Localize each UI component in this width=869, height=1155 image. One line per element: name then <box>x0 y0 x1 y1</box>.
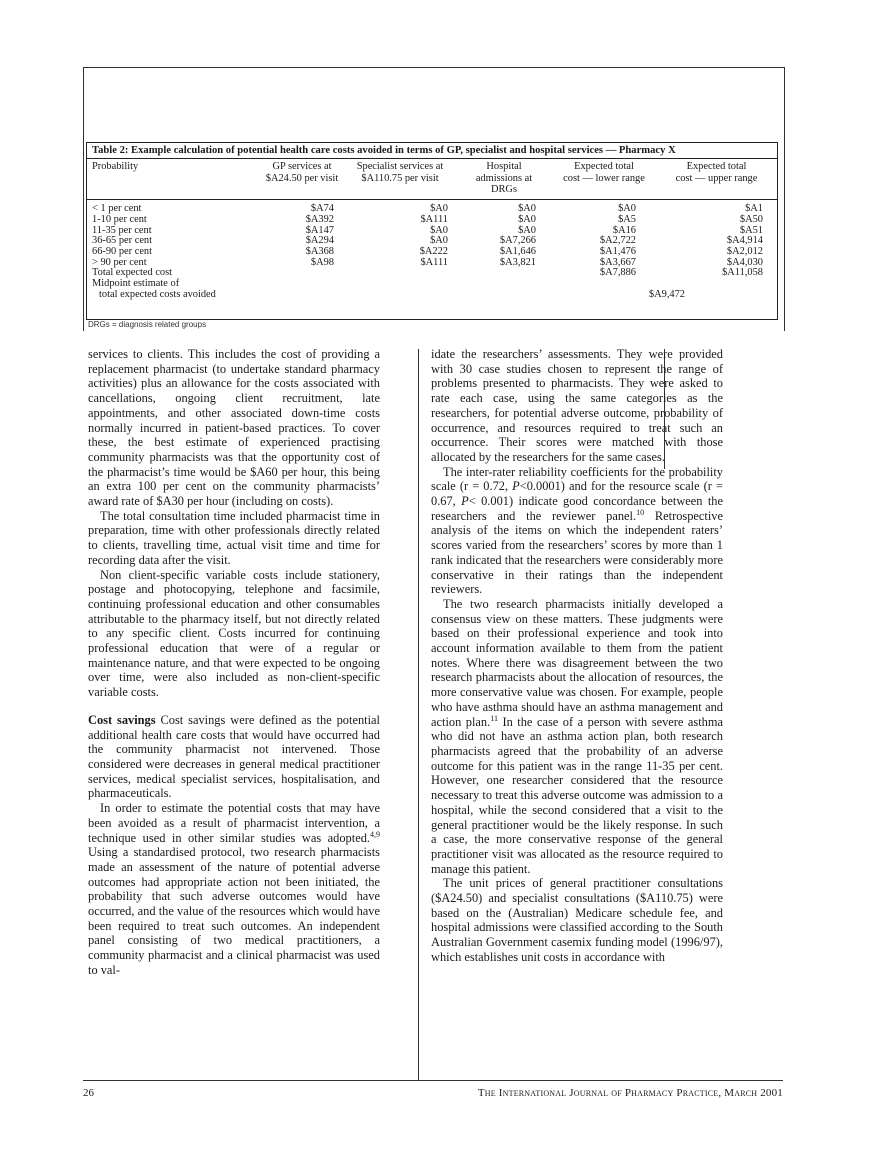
table-midpoint-label: Midpoint estimate of <box>92 278 180 290</box>
cell-lower: $A2,722 <box>599 235 636 247</box>
cell-gp: $A147 <box>305 224 334 236</box>
table-row <box>87 257 777 268</box>
cell-hosp: $A0 <box>518 224 536 236</box>
header-specialist: Specialist services at $A110.75 per visit <box>356 161 444 184</box>
paragraph: The two research pharmacists initially developed a consensus view on these matters. These judgments were based on their professional experience and took into account information available to them from the patient notes. Where there was disagreement between the two research pharmacists about the allocation of resources, the more conservative value was chosen. For example, people who have asthma should have an asthma management and action plan.$^{11}$ In the case of a person with severe asthma who did not have an asthma action plan, both research pharmacists agreed that the probability of an adverse outcome for this patient was in the range 11-35 per cent. However, one researcher considered that the resource necessary to treat this adverse outcome was admission to a hospital, while the second considered that a visit to the general practitioner would be the likely response. In such a case, the more conservative response of the general practitioner visit was allocated as the resource required to manage this patient. <box>431 596 724 876</box>
cell-hosp: $A7,266 <box>499 235 536 247</box>
cell-gp: $A74 <box>310 203 334 215</box>
row-label: 11-35 per cent <box>92 224 152 236</box>
cell-upper: $A2,012 <box>726 246 763 258</box>
cell-hosp: $A3,821 <box>499 256 536 268</box>
table-caption: Table 2: Example calculation of potential health care costs avoided in terms of GP, specialist and hospital services — Pharmacy X <box>87 143 777 159</box>
cell-lower: $A16 <box>612 224 636 236</box>
section-heading: Cost savings <box>88 712 156 727</box>
cell-gp: $A98 <box>310 256 334 268</box>
cell-gp: $A294 <box>305 235 334 247</box>
total-lower: $A7,886 <box>599 267 636 279</box>
table-header <box>87 159 777 200</box>
journal-footer: The International Journal of Pharmacy Practice, March 2001 <box>477 1087 783 1099</box>
cell-spec: $A222 <box>419 246 448 258</box>
cell-hosp: $A0 <box>518 203 536 215</box>
right-column <box>431 347 723 965</box>
paragraph: idate the researchers’ assessments. They were provided with 30 case studies chosen to represent the range of problems presented to pharmacists. They were asked to rate each case, using the same categories as the researchers, for potential adverse outcome, probability of occurrence, and resources required to treat such an occurrence. Their scores were matched with those allocated by the researchers for the same cases. <box>431 347 723 464</box>
paragraph: The inter-rater reliability coefficients for the probability scale (r = 0.72, P<0.0001) and for the resource scale (r = 0.67, P< 0.001) indicate good concordance between the researchers and the reviewer panel.$^{10}$ Retrospective analysis of the items on which the independent raters’ scores varied from the researchers’ scores by more than 1 rank indicated that the researchers were considerably more conservative in their ratings than the independent reviewers. <box>431 464 723 597</box>
cell-gp: $A392 <box>305 213 334 225</box>
cell-lower: $A5 <box>618 213 636 225</box>
row-label: 36-65 per cent <box>92 235 153 247</box>
paragraph: Non client-specific variable costs include stationery, postage and photocopying, telephone and facsimile, continuing professional education and other consumables attributable to the pharmacy itself, but not directly related to any specific client. Costs incurred for continuing professional education that were of a regular or maintenance nature, and that were expected to be ongoing over time, were also included as non-client-specific variable costs. <box>88 567 380 700</box>
paragraph: The total consultation time included pharmacist time in preparation, time with other professionals directly related to clients, travelling time, actual visit time and time for recording data after the visit. <box>88 508 380 567</box>
paragraph: The unit prices of general practitioner consultations ($A24.50) and specialist consultations ($A110.75) were based on the (Australian) Medicare schedule fee, and hospital admissions were classified according to the South Australian Government casemix funding model (1996/97), which establishes unit costs in accordance with <box>431 876 723 964</box>
cell-hosp: $A0 <box>518 213 536 225</box>
header-upper: Expected total cost — upper range <box>675 161 758 184</box>
table-note: DRGs = diagnosis related groups <box>88 320 207 329</box>
page-number: 26 <box>83 1087 94 1099</box>
cell-lower: $A1,476 <box>599 246 636 258</box>
cell-upper: $A51 <box>739 224 763 236</box>
cell-spec: $A111 <box>420 213 448 225</box>
midpoint-value: $A9,472 <box>648 288 685 300</box>
paragraph: services to clients. This includes the cost of providing a replacement pharmacist (to undertake standard pharmacy activities) plus an allowance for the costs associated with cancellations, ongoing client recruitment, late appointments, and other associated down-time costs normally incurred in patient-based practices. To cover these, the best estimate of experienced practising community pharmacists was that the opportunity cost of the pharmacist’s time would be $A60 per hour, this being an extra 100 per cent on the community pharmacists’ award rate of $A30 per hour (including on costs). <box>88 347 380 509</box>
cell-spec: $A0 <box>430 203 448 215</box>
cell-upper: $A1 <box>745 203 763 215</box>
row-label: 66-90 per cent <box>92 246 153 258</box>
table-total-row: Total expected cost $A7,886 $A11,058 <box>92 267 763 279</box>
paragraph: In order to estimate the potential costs that may have been avoided as a result of pharmacist intervention, a technique used in other similar studies was adopted.$^{4,9}$ Using a standardised protocol, two research pharmacists made an assessment of the nature of potential adverse outcomes had appropriate action not been initiated, the probability that such adverse outcomes would have occurred, and the value of the resources which would have been required to treat such outcomes. An independent panel consisting of two medical practitioners, a community pharmacist and a clinical pharmacist was used to val- <box>88 801 380 977</box>
header-gp: GP services at $A24.50 per visit <box>265 161 339 184</box>
cell-gp: $A368 <box>305 246 334 258</box>
header-lower: Expected total cost — lower range <box>563 161 645 184</box>
cell-spec: $A111 <box>420 256 448 268</box>
cell-spec: $A0 <box>430 224 448 236</box>
left-column <box>88 347 380 978</box>
row-label: > 90 per cent <box>92 256 147 268</box>
table-row <box>87 203 777 214</box>
row-label: < 1 per cent <box>92 203 142 215</box>
cell-lower: $A3,667 <box>599 256 636 268</box>
cell-upper: $A4,914 <box>726 235 763 247</box>
cell-hosp: $A1,646 <box>499 246 536 258</box>
paragraph: Cost savings Cost savings were defined as the potential additional health care costs that would have occurred had the community pharmacist not intervened. Those considered were decreases in general medical practitioner services, medical specialist services, hospitalisation, and pharmaceuticals. <box>88 712 380 801</box>
cell-lower: $A0 <box>618 203 636 215</box>
cell-upper: $A50 <box>739 213 763 225</box>
header-probability: Probability <box>92 161 139 173</box>
table-row <box>87 225 777 236</box>
footer-rule <box>83 1080 783 1081</box>
table-row <box>87 235 777 246</box>
row-label: 1-10 per cent <box>92 213 147 225</box>
table-row <box>87 246 777 257</box>
total-upper: $A11,058 <box>722 267 763 279</box>
table-row <box>87 214 777 225</box>
cell-upper: $A4,030 <box>726 256 763 268</box>
cost-table <box>86 142 778 320</box>
header-hospital: Hospital admissions at DRGs <box>475 161 533 195</box>
table-midpoint-row: total expected costs avoided $A9,472 <box>99 288 685 300</box>
cell-spec: $A0 <box>430 235 448 247</box>
column-divider <box>418 349 419 1080</box>
